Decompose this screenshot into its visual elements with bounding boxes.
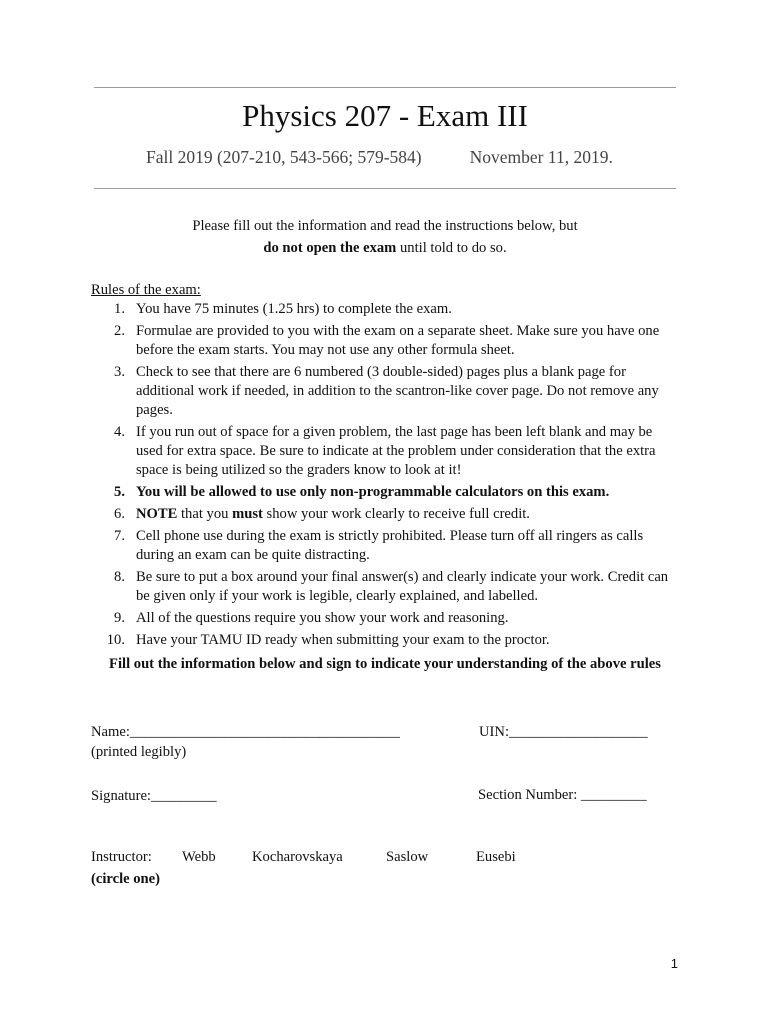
instructor-option-eusebi[interactable]: Eusebi xyxy=(476,849,516,865)
rule-text: All of the questions require you show your work and reasoning. xyxy=(136,610,509,626)
rule-text: Check to see that there are 6 numbered (3 double-sided) pages plus a blank page for additional work if needed, in addition to the scantron-like cover page. Do not remove any pages. xyxy=(136,364,659,418)
rule-number: 9. xyxy=(114,610,125,626)
section-number-field[interactable]: Section Number: _________ xyxy=(478,787,647,803)
rule-item xyxy=(91,363,681,420)
rule-item xyxy=(91,483,681,502)
signature-field[interactable]: Signature:_________ xyxy=(91,788,217,804)
rule-number: 6. xyxy=(114,506,125,522)
instructor-option-kocharovskaya[interactable]: Kocharovskaya xyxy=(252,849,343,865)
rule-text: Be sure to put a box around your final answer(s) and clearly indicate your work. Credit can be given only if your work is legible, clearly explained, and labelled. xyxy=(136,569,669,604)
rule-item xyxy=(91,527,681,565)
rule-item xyxy=(91,631,681,650)
rule-text: You have 75 minutes (1.25 hrs) to complete the exam. xyxy=(136,301,452,317)
circle-one-note: (circle one) xyxy=(91,871,161,887)
uin-field[interactable]: UIN:___________________ xyxy=(479,724,648,740)
intro-line-1: Please fill out the information and read the instructions below, but xyxy=(192,218,578,234)
rule-item xyxy=(91,609,681,628)
rule-number: 5. xyxy=(114,484,125,500)
rule-text: If you run out of space for a given problem, the last page has been left blank and may be used for extra space. Be sure to indicate at the problem under consideration that the extra space is being utilized so the graders know to look at it! xyxy=(136,424,656,478)
name-hint: (printed legibly) xyxy=(91,744,187,760)
rule-number: 4. xyxy=(114,424,125,440)
rule-text: Cell phone use during the exam is strictly prohibited. Please turn off all ringers as calls during an exam can be quite distracting. xyxy=(136,528,644,563)
header-bottom-rule xyxy=(94,188,676,189)
exam-subtitle xyxy=(146,145,613,169)
instructor-option-saslow[interactable]: Saslow xyxy=(386,849,429,865)
page-number: 1 xyxy=(670,956,678,971)
intro-line-2-rest: until told to do so. xyxy=(396,240,507,256)
rule-number: 8. xyxy=(114,569,125,585)
rule-item xyxy=(91,568,681,606)
rule-text: You will be allowed to use only non-programmable calculators on this exam. xyxy=(136,484,610,500)
course-info: Fall 2019 (207-210, 543-566; 579-584) xyxy=(146,147,422,167)
rule-number: 2. xyxy=(114,323,125,339)
rule-text: Have your TAMU ID ready when submitting your exam to the proctor. xyxy=(136,632,550,648)
instructor-option-webb[interactable]: Webb xyxy=(182,849,216,865)
rule-item xyxy=(91,505,681,524)
top-rule xyxy=(94,87,676,88)
exam-date: November 11, 2019. xyxy=(469,147,613,167)
rule-emphasis: NOTE xyxy=(136,506,178,522)
rule-number: 1. xyxy=(114,301,125,317)
rule-number: 7. xyxy=(114,528,125,544)
name-field[interactable]: Name:_____________________________________ xyxy=(91,724,400,740)
rule-number: 10. xyxy=(106,632,125,648)
rule-text: show your work clearly to receive full credit. xyxy=(262,506,530,522)
rule-item xyxy=(91,423,681,480)
page-title: Physics 207 - Exam III xyxy=(242,98,528,133)
intro-emphasis: do not open the exam xyxy=(263,240,397,256)
fill-out-instruction: Fill out the information below and sign to indicate your understanding of the above rules xyxy=(109,656,661,672)
intro-line-2 xyxy=(0,238,770,258)
rule-emphasis: must xyxy=(232,506,263,522)
rule-text: Formulae are provided to you with the exam on a separate sheet. Make sure you have one before the exam starts. You may not use any other formula sheet. xyxy=(136,323,660,358)
rules-heading: Rules of the exam: xyxy=(91,282,201,298)
instructor-label: Instructor: xyxy=(91,849,152,865)
rule-item xyxy=(91,300,681,319)
rule-text: that you xyxy=(177,506,233,522)
rules-list xyxy=(91,300,681,653)
rule-number: 3. xyxy=(114,364,125,380)
rule-item xyxy=(91,322,681,360)
